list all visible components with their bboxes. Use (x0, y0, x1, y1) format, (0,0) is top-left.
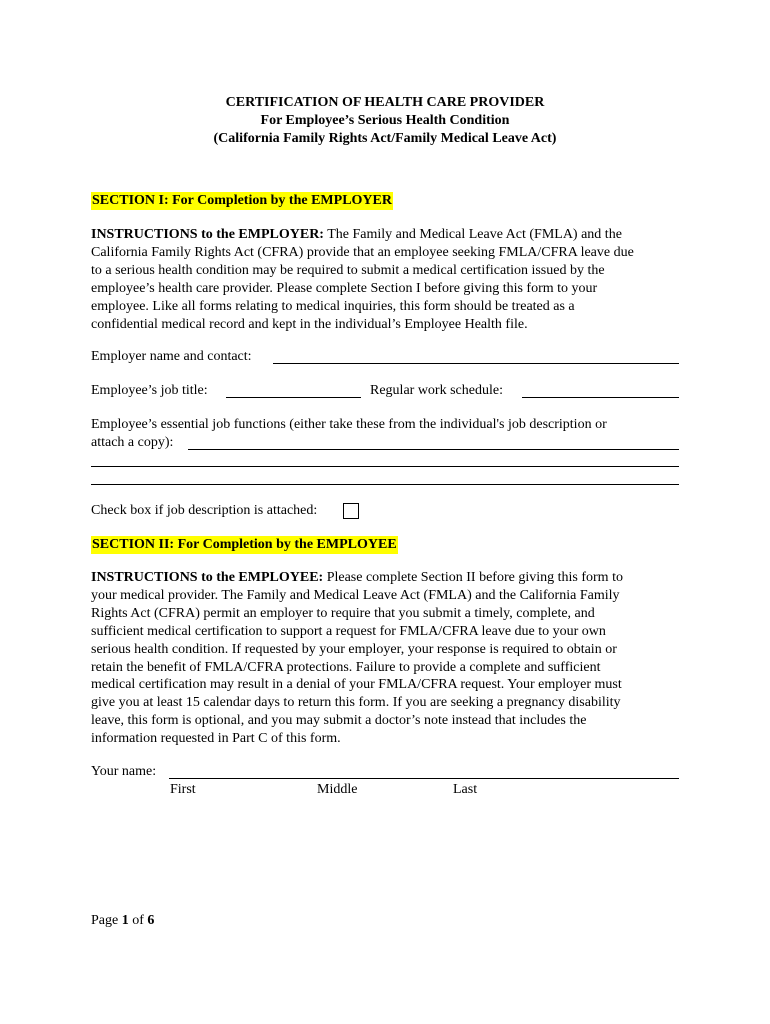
middle-name-caption: Middle (317, 782, 358, 797)
instructions-line: INSTRUCTIONS to the EMPLOYER: The Family and Medical Leave Act (FMLA) and the (91, 227, 622, 242)
instructions-line: sufficient medical certification to support a request for FMLA/CFRA leave due to your own (91, 623, 606, 639)
instructions-line: employee. Like all forms relating to medical inquiries, this form should be treated as a (91, 298, 575, 314)
page-current: 1 (121, 913, 129, 928)
instructions-line: confidential medical record and kept in the individual’s Employee Health file. (91, 316, 528, 332)
instructions-line: leave, this form is optional, and you may submit a doctor’s note instead that includes the (91, 713, 587, 729)
job-description-attached-checkbox[interactable] (343, 503, 359, 519)
your-name-underline (169, 778, 679, 779)
instructions-line: to a serious health condition may be required to submit a medical certification issued by the (91, 262, 605, 278)
document-title (0, 94, 770, 148)
instructions-line: medical certification may result in a denial of your FMLA/CFRA request. Your employer must (91, 677, 622, 693)
section-1-heading: SECTION I: For Completion by the EMPLOYER (92, 193, 392, 208)
essential-functions-label-1: Employee’s essential job functions (either take these from the individual's job description or (91, 417, 607, 432)
job-title-underline (226, 397, 361, 398)
essential-functions-label-2: attach a copy): (91, 435, 174, 450)
job-title-label: Employee’s job title: (91, 383, 208, 398)
section-2-instructions (91, 569, 623, 748)
instructions-line: INSTRUCTIONS to the EMPLOYEE: Please complete Section II before giving this form to (91, 570, 623, 585)
essential-functions-underline-2 (91, 466, 679, 467)
instructions-line: California Family Rights Act (CFRA) provide that an employee seeking FMLA/CFRA leave due (91, 244, 634, 260)
instructions-line: your medical provider. The Family and Medical Leave Act (FMLA) and the California Family (91, 587, 620, 603)
instructions-label: INSTRUCTIONS to the EMPLOYER: (91, 227, 324, 242)
page-number: Page 1 of 6 (91, 913, 155, 928)
work-schedule-label: Regular work schedule: (370, 383, 503, 398)
instructions-line: give you at least 15 calendar days to return this form. If you are seeking a pregnancy disability (91, 695, 621, 711)
page-total: 6 (147, 913, 155, 928)
title-line-3: (California Family Rights Act/Family Medical Leave Act) (213, 131, 557, 146)
section-1-instructions (91, 226, 634, 333)
employer-name-underline (273, 363, 679, 364)
work-schedule-underline (522, 397, 679, 398)
first-name-caption: First (170, 782, 196, 797)
instructions-line: serious health condition. If requested by your employer, your response is required to obtain or (91, 641, 617, 657)
title-line-1: CERTIFICATION OF HEALTH CARE PROVIDER (225, 95, 545, 110)
instructions-label: INSTRUCTIONS to the EMPLOYEE: (91, 570, 324, 585)
your-name-label: Your name: (91, 764, 157, 779)
instructions-line: retain the benefit of FMLA/CFRA protections. Failure to provide a complete and sufficient (91, 659, 601, 675)
employer-name-label: Employer name and contact: (91, 349, 252, 364)
instructions-line: Rights Act (CFRA) permit an employer to require that you submit a timely, complete, and (91, 605, 595, 621)
instructions-line: information requested in Part C of this form. (91, 731, 341, 747)
job-description-checkbox-label: Check box if job description is attached: (91, 503, 318, 518)
essential-functions-underline-3 (91, 484, 679, 485)
section-2-heading: SECTION II: For Completion by the EMPLOYEE (92, 537, 397, 552)
last-name-caption: Last (453, 782, 478, 797)
instructions-line: employee’s health care provider. Please complete Section I before giving this form to your (91, 280, 598, 296)
title-line-2: For Employee’s Serious Health Condition (260, 113, 510, 128)
